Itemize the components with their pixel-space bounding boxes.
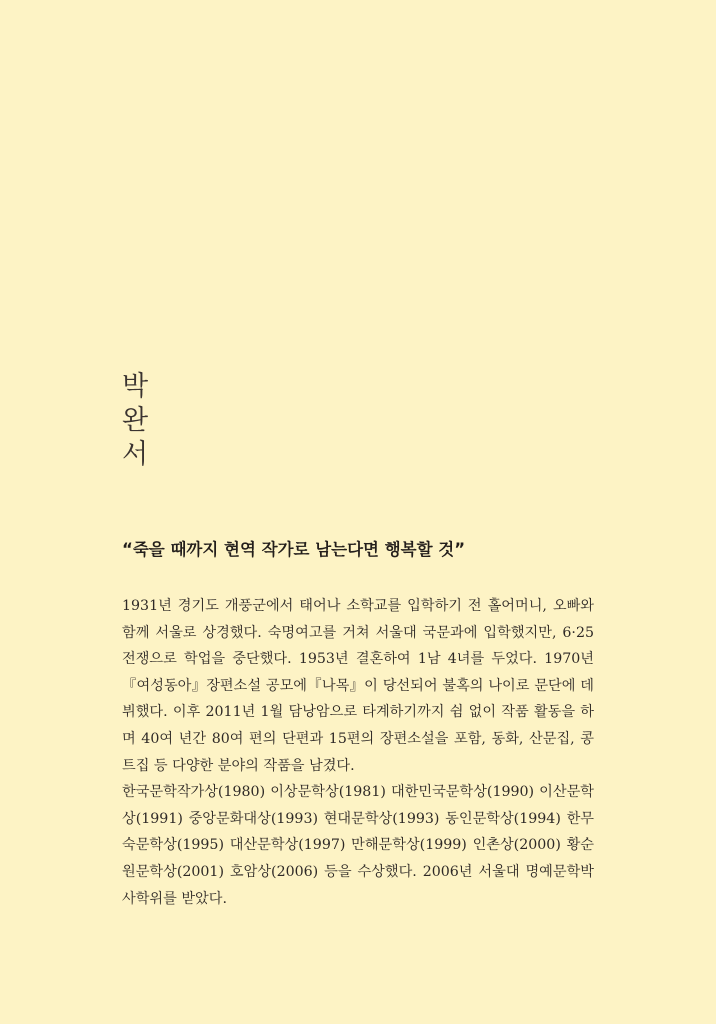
author-biography (122, 593, 594, 912)
author-quote: “죽을 때까지 현역 작가로 남는다면 행복할 것” (122, 540, 466, 559)
author-name (122, 370, 162, 472)
author-name-char: 완 (122, 405, 149, 436)
biography-paragraph: 1931년 경기도 개풍군에서 태어나 소학교를 입학하기 전 홀어머니, 오빠와 함께 서울로 상경했다. 숙명여고를 거쳐 서울대 국문과에 입학했지만, 6·25전쟁으로 학업을 중단했다. 1953년 결혼하여 1남 4녀를 두었다. 1970년『여성동아』장편소설 공모에『나목』이 당선되어 불혹의 나이로 문단에 데뷔했다. 이후 2011년 1월 담낭암으로 타계하기까지 쉼 없이 작품 활동을 하며 40여 년간 80여 편의 단편과 15편의 장편소설을 포함, 동화, 산문집, 콩트집 등 다양한 분야의 작품을 남겼다. (122, 598, 594, 774)
author-name-char: 서 (122, 439, 149, 470)
author-name-char: 박 (122, 371, 149, 402)
awards-paragraph: 한국문학작가상(1980) 이상문학상(1981) 대한민국문학상(1990) 이산문학상(1991) 중앙문화대상(1993) 현대문학상(1993) 동인문학상(1994) 한무숙문학상(1995) 대산문학상(1997) 만해문학상(1999) 인촌상(2000) 황순원문학상(2001) 호암상(2006) 등을 수상했다. 2006년 서울대 명예문학박사학위를 받았다. (122, 784, 594, 907)
